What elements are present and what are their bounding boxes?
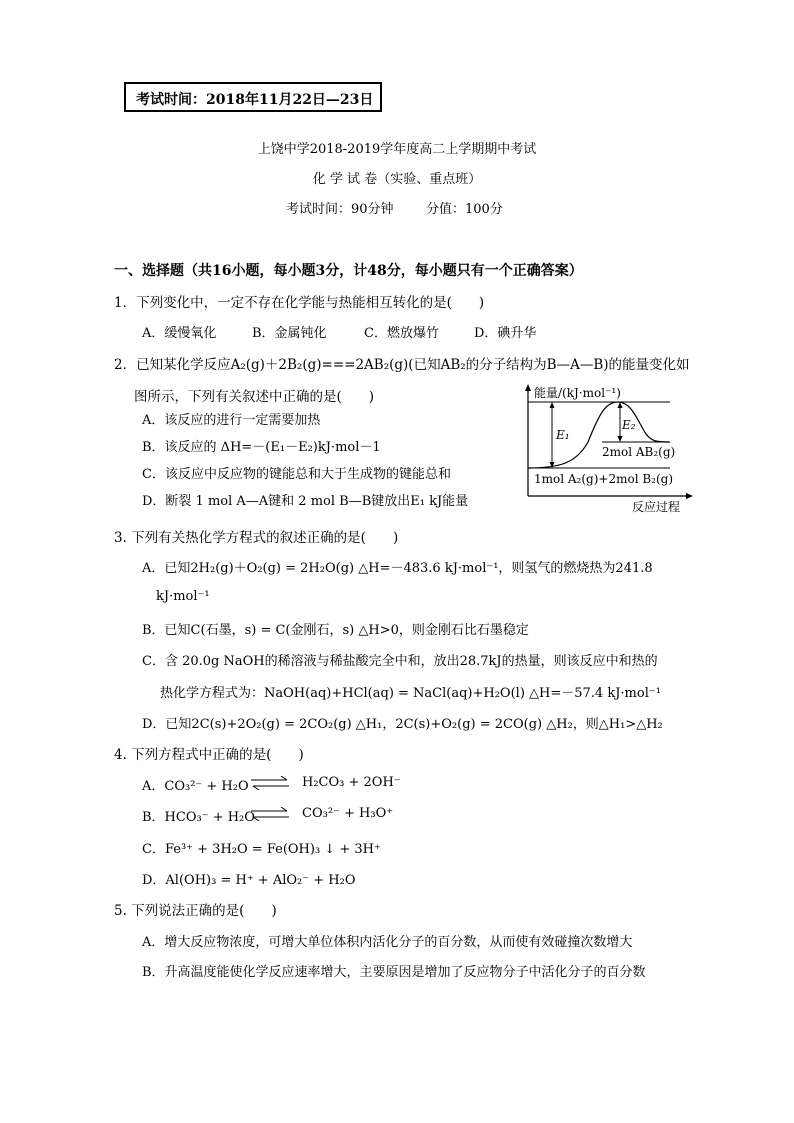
q2-option-a: A．该反应的进行一定需要加热 (142, 413, 321, 428)
q4-option-a-left: A．CO₃²⁻ + H₂O (142, 779, 249, 794)
q5-stem: 5. 下列说法正确的是( ) (114, 903, 277, 919)
q3-stem: 3. 下列有关热化学方程式的叙述正确的是( ) (114, 530, 399, 546)
e1-arrow-head-top (550, 402, 555, 408)
q2-stem-line1: 2．已知某化学反应A₂(g)＋2B₂(g)===2AB₂(g)(已知AB₂的分子结构为B—A—B)的能量变化如 (114, 357, 690, 373)
diagram-e2-label: E₂ (622, 418, 636, 432)
q5-option-a: A．增大反应物浓度，可增大单位体积内活化分子的百分数，从而使有效碰撞次数增大 (142, 935, 633, 950)
q3-option-b: B．已知C(石墨，s) = C(金刚石，s) △H>0，则金刚石比石墨稳定 (142, 623, 529, 638)
e2-arrow-head-bottom (618, 436, 623, 442)
q3-option-a-line1: A．已知2H₂(g)＋O₂(g) = 2H₂O(g) △H=－483.6 kJ·mol⁻¹，则氢气的燃烧热为241.8 (142, 561, 653, 576)
q4-option-c: C．Fe³⁺ + 3H₂O = Fe(OH)₃ ↓ + 3H⁺ (142, 842, 381, 857)
x-axis-arrow (686, 493, 693, 499)
q2-option-d: D．断裂 1 mol A—A键和 2 mol B—B键放出E₁ kJ能量 (142, 494, 469, 509)
q1-option-c: C．燃放爆竹 (364, 326, 439, 341)
diagram-xlabel: 反应过程 (632, 500, 681, 514)
q1-stem: 1．下列变化中，一定不存在化学能与热能相互转化的是( ) (114, 295, 485, 311)
q4-option-a-right: H₂CO₃ + 2OH⁻ (302, 775, 401, 790)
q3-option-d: D．已知2C(s)+2O₂(g) = 2CO₂(g) △H₁，2C(s)+O₂(g) = 2CO(g) △H₂，则△H₁>△H₂ (142, 717, 663, 732)
exam-time-box (124, 82, 382, 112)
q4-option-b-right: CO₃²⁻ + H₃O⁺ (302, 806, 394, 821)
q1-option-d: D．碘升华 (474, 326, 537, 341)
exam-duration: 考试时间：90分钟 (286, 202, 394, 217)
q2-stem-line2: 图所示，下列有关叙述中正确的是( ) (134, 389, 375, 405)
y-axis-arrow (525, 384, 531, 391)
q1-option-b: B．金属钝化 (252, 326, 327, 341)
q3-option-c-line1: C．含 20.0g NaOH的稀溶液与稀盐酸完全中和，放出28.7kJ的热量，则该反应中和热的 (142, 654, 658, 669)
q5-option-b: B．升高温度能使化学反应速率增大，主要原因是增加了反应物分子中活化分子的百分数 (142, 965, 646, 980)
reversible-arrow-icon (250, 776, 290, 790)
q4-stem: 4. 下列方程式中正确的是( ) (114, 747, 304, 763)
reversible-arrow-icon (250, 807, 290, 821)
section-heading: 一、选择题（共16小题，每小题3分，计48分，每小题只有一个正确答案） (114, 263, 583, 279)
exam-time-text: 考试时间：2018年11月22日—23日 (136, 92, 374, 108)
school-title: 上饶中学2018-2019学年度高二上学期期中考试 (257, 142, 537, 157)
q4-option-b-left: B．HCO₃⁻ + H₂O (142, 810, 255, 825)
q1-option-a: A．缓慢氧化 (142, 326, 217, 341)
exam-score: 分值：100分 (426, 202, 503, 217)
q3-option-a-line2: kJ·mol⁻¹ (156, 589, 210, 604)
q2-option-b: B．该反应的 ΔH=－(E₁－E₂)kJ·mol－1 (142, 440, 381, 455)
diagram-e1-label: E₁ (556, 428, 570, 442)
q4-option-d: D．Al(OH)₃ = H⁺ + AlO₂⁻ + H₂O (142, 873, 356, 888)
q3-option-c-line2: 热化学方程式为：NaOH(aq)+HCl(aq) = NaCl(aq)+H₂O(l) △H=－57.4 kJ·mol⁻¹ (160, 686, 661, 701)
diagram-reactant-label: 1mol A₂(g)+2mol B₂(g) (534, 472, 674, 486)
q2-option-c: C．该反应中反应物的键能总和大于生成物的键能总和 (142, 467, 451, 482)
diagram-ylabel: 能量/(kJ·mol⁻¹) (534, 386, 621, 400)
subject-title: 化 学 试 卷（实验、重点班） (312, 172, 482, 187)
diagram-product-label: 2mol AB₂(g) (602, 445, 676, 459)
